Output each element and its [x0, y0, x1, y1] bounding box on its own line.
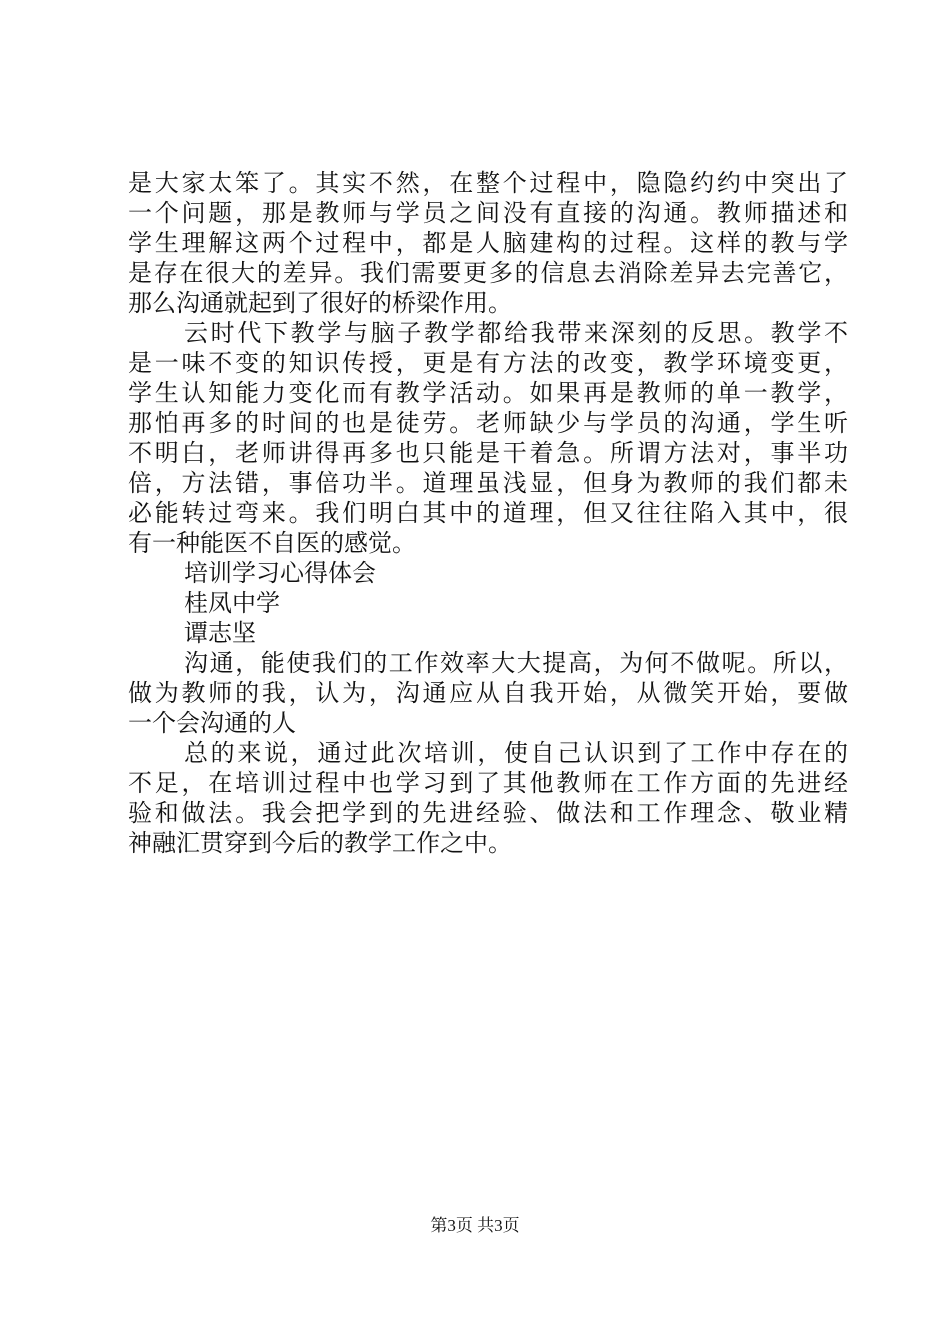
text-line: 是大家太笨了。其实不然，在整个过程中，隐隐约约中突出了: [128, 169, 848, 197]
text-line: 沟通，能使我们的工作效率大大提高，为何不做呢。所以，: [184, 649, 848, 677]
text-line: 做为教师的我，认为，沟通应从自我开始，从微笑开始，要做: [128, 679, 848, 707]
text-line: 是存在很大的差异。我们需要更多的信息去消除差异去完善它，: [128, 259, 848, 287]
text-line: 那怕再多的时间的也是徒劳。老师缺少与学员的沟通，学生听: [128, 409, 848, 437]
document-title: 培训学习心得体会: [184, 559, 376, 587]
text-line: 是一味不变的知识传授，更是有方法的改变，教学环境变更，: [128, 349, 848, 377]
document-body: [128, 168, 848, 858]
paragraph-3: [128, 648, 848, 738]
paragraph-2: [128, 318, 848, 558]
text-line: 倍，方法错，事倍功半。道理虽浅显，但身为教师的我们都未: [128, 469, 848, 497]
text-line: 学生理解这两个过程中，都是人脑建构的过程。这样的教与学: [128, 229, 848, 257]
text-line: 验和做法。我会把学到的先进经验、做法和工作理念、敬业精: [128, 799, 848, 827]
text-line: 有一种能医不自医的感觉。: [128, 529, 416, 557]
text-line: 神融汇贯穿到今后的教学工作之中。: [128, 829, 512, 857]
text-line: 那么沟通就起到了很好的桥梁作用。: [128, 289, 512, 317]
text-line: 总的来说，通过此次培训，使自己认识到了工作中存在的: [184, 739, 848, 767]
text-line: 不足，在培训过程中也学习到了其他教师在工作方面的先进经: [128, 769, 848, 797]
text-line: 学生认知能力变化而有教学活动。如果再是教师的单一教学，: [128, 379, 848, 407]
text-line: 不明白，老师讲得再多也只能是干着急。所谓方法对，事半功: [128, 439, 848, 467]
text-line: 一个会沟通的人: [128, 709, 296, 737]
text-line: 一个问题，那是教师与学员之间没有直接的沟通。教师描述和: [128, 199, 848, 227]
text-line: 必能转过弯来。我们明白其中的道理，但又往往陷入其中，很: [128, 499, 848, 527]
paragraph-1: [128, 168, 848, 318]
text-line: 云时代下教学与脑子教学都给我带来深刻的反思。教学不: [184, 319, 848, 347]
page-number-footer: 第3页 共3页: [430, 1216, 520, 1235]
school-name: 桂凤中学: [184, 589, 280, 617]
paragraph-4: [128, 738, 848, 858]
author-name: 谭志坚: [184, 619, 256, 647]
